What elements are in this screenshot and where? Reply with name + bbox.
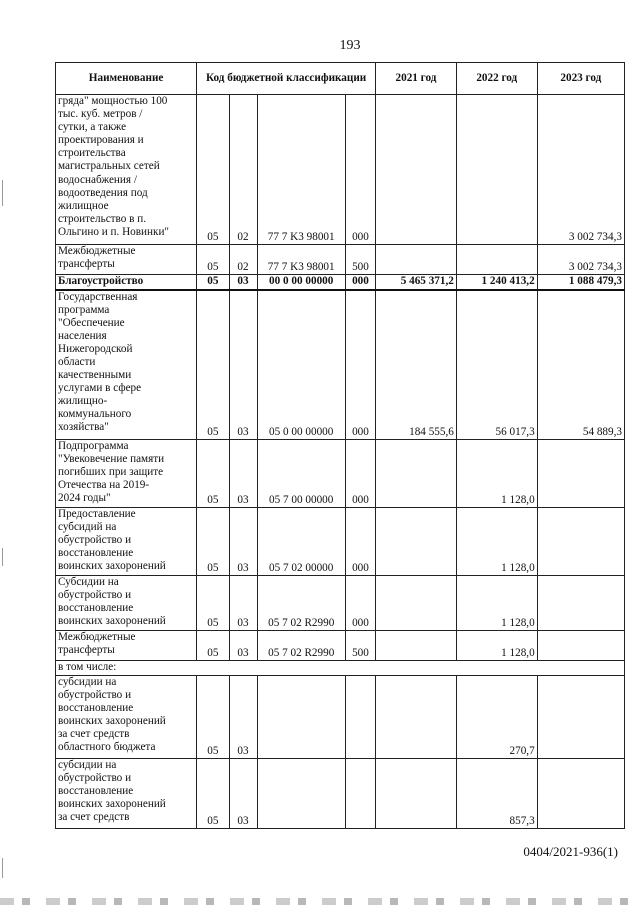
row-target-code: 00 0 00 00000 — [257, 275, 345, 290]
row-value-2021 — [376, 576, 457, 631]
row-name: в том числе: — [56, 661, 625, 676]
header-2023: 2023 год — [537, 63, 624, 95]
row-target-code — [257, 759, 345, 829]
row-expense-type — [345, 759, 375, 829]
row-section: 05 — [197, 676, 229, 759]
table-row — [56, 631, 625, 661]
row-value-2021 — [376, 245, 457, 275]
row-value-2021 — [376, 759, 457, 829]
scan-margin-mark — [2, 548, 3, 566]
row-expense-type — [345, 676, 375, 759]
row-name: субсидии на обустройство и восстановление воинских захоронений за счет средств областного бюджета — [56, 676, 197, 759]
row-expense-type: 000 — [345, 95, 375, 245]
row-value-2022: 1 240 413,2 — [456, 275, 537, 290]
row-section: 05 — [197, 245, 229, 275]
header-2021: 2021 год — [376, 63, 457, 95]
row-target-code: 77 7 K3 98001 — [257, 245, 345, 275]
row-value-2023: 3 002 734,3 — [537, 245, 624, 275]
row-section: 05 — [197, 290, 229, 440]
row-value-2023: 54 889,3 — [537, 290, 624, 440]
header-code: Код бюджетной классификации — [197, 63, 376, 95]
row-target-code: 05 7 02 R2990 — [257, 631, 345, 661]
row-value-2023 — [537, 440, 624, 508]
table-row — [56, 759, 625, 829]
row-value-2023 — [537, 676, 624, 759]
table-row-section-total — [56, 275, 625, 290]
row-expense-type: 000 — [345, 576, 375, 631]
table-header-row — [56, 63, 625, 95]
row-expense-type: 000 — [345, 440, 375, 508]
row-value-2022: 1 128,0 — [456, 631, 537, 661]
row-name: Межбюджетные трансферты — [56, 245, 197, 275]
row-subsection: 03 — [229, 508, 257, 576]
row-value-2021: 184 555,6 — [376, 290, 457, 440]
row-subsection: 03 — [229, 676, 257, 759]
row-value-2022 — [456, 95, 537, 245]
row-section: 05 — [197, 508, 229, 576]
row-subsection: 03 — [229, 631, 257, 661]
table-row — [56, 676, 625, 759]
row-target-code: 05 7 02 R2990 — [257, 576, 345, 631]
row-name: Предоставление субсидий на обустройство и восстановление воинских захоронений — [56, 508, 197, 576]
row-value-2022 — [456, 245, 537, 275]
table-row — [56, 508, 625, 576]
row-value-2021 — [376, 508, 457, 576]
row-name: субсидии на обустройство и восстановление воинских захоронений за счет средств — [56, 759, 197, 829]
row-name: Благоустройство — [56, 275, 197, 290]
row-name: Межбюджетные трансферты — [56, 631, 197, 661]
scan-margin-mark — [2, 858, 3, 878]
table-row — [56, 440, 625, 508]
row-value-2022: 56 017,3 — [456, 290, 537, 440]
row-expense-type: 000 — [345, 508, 375, 576]
row-section: 05 — [197, 275, 229, 290]
table-row — [56, 245, 625, 275]
scan-bottom-edge — [0, 898, 640, 905]
row-target-code: 05 7 00 00000 — [257, 440, 345, 508]
row-subsection: 02 — [229, 245, 257, 275]
row-section: 05 — [197, 576, 229, 631]
row-value-2022: 1 128,0 — [456, 576, 537, 631]
row-name: Субсидии на обустройство и восстановление воинских захоронений — [56, 576, 197, 631]
row-subsection: 03 — [229, 290, 257, 440]
row-target-code — [257, 676, 345, 759]
row-target-code: 05 7 02 00000 — [257, 508, 345, 576]
row-subsection: 02 — [229, 95, 257, 245]
row-section: 05 — [197, 95, 229, 245]
row-value-2023: 1 088 479,3 — [537, 275, 624, 290]
row-subsection: 03 — [229, 275, 257, 290]
row-value-2023 — [537, 508, 624, 576]
row-value-2022: 270,7 — [456, 676, 537, 759]
row-value-2021 — [376, 676, 457, 759]
row-target-code: 77 7 K3 98001 — [257, 95, 345, 245]
row-subsection: 03 — [229, 759, 257, 829]
document-code: 0404/2021-936(1) — [523, 844, 618, 859]
scan-margin-mark — [2, 180, 3, 206]
header-name: Наименование — [56, 63, 197, 95]
table-row — [56, 576, 625, 631]
row-expense-type: 500 — [345, 631, 375, 661]
row-value-2023 — [537, 576, 624, 631]
header-2022: 2022 год — [456, 63, 537, 95]
row-value-2023 — [537, 631, 624, 661]
row-expense-type: 500 — [345, 245, 375, 275]
table-row — [56, 290, 625, 440]
row-value-2022: 1 128,0 — [456, 508, 537, 576]
row-value-2022: 857,3 — [456, 759, 537, 829]
budget-table — [55, 62, 625, 829]
row-name: Подпрограмма "Увековечение памяти погибших при защите Отечества на 2019- 2024 годы" — [56, 440, 197, 508]
table-row — [56, 95, 625, 245]
row-value-2023: 3 002 734,3 — [537, 95, 624, 245]
row-value-2021: 5 465 371,2 — [376, 275, 457, 290]
row-expense-type: 000 — [345, 290, 375, 440]
row-section: 05 — [197, 440, 229, 508]
row-section: 05 — [197, 759, 229, 829]
page-number: 193 — [339, 38, 361, 53]
row-name: гряда" мощностью 100 тыс. куб. метров / сутки, а также проектирования и строительства магистральных сетей водоснабжения / водоотведения под жилищное строительство в п. Ольгино и п. Новинки" — [56, 95, 197, 245]
table-row — [56, 661, 625, 676]
row-expense-type: 000 — [345, 275, 375, 290]
row-value-2022: 1 128,0 — [456, 440, 537, 508]
row-name: Государственная программа "Обеспечение населения Нижегородской области качественными услугами в сфере жилищно- коммунального хозяйства" — [56, 290, 197, 440]
row-subsection: 03 — [229, 440, 257, 508]
row-subsection: 03 — [229, 576, 257, 631]
row-value-2021 — [376, 440, 457, 508]
row-target-code: 05 0 00 00000 — [257, 290, 345, 440]
row-value-2021 — [376, 631, 457, 661]
row-value-2021 — [376, 95, 457, 245]
row-section: 05 — [197, 631, 229, 661]
row-value-2023 — [537, 759, 624, 829]
